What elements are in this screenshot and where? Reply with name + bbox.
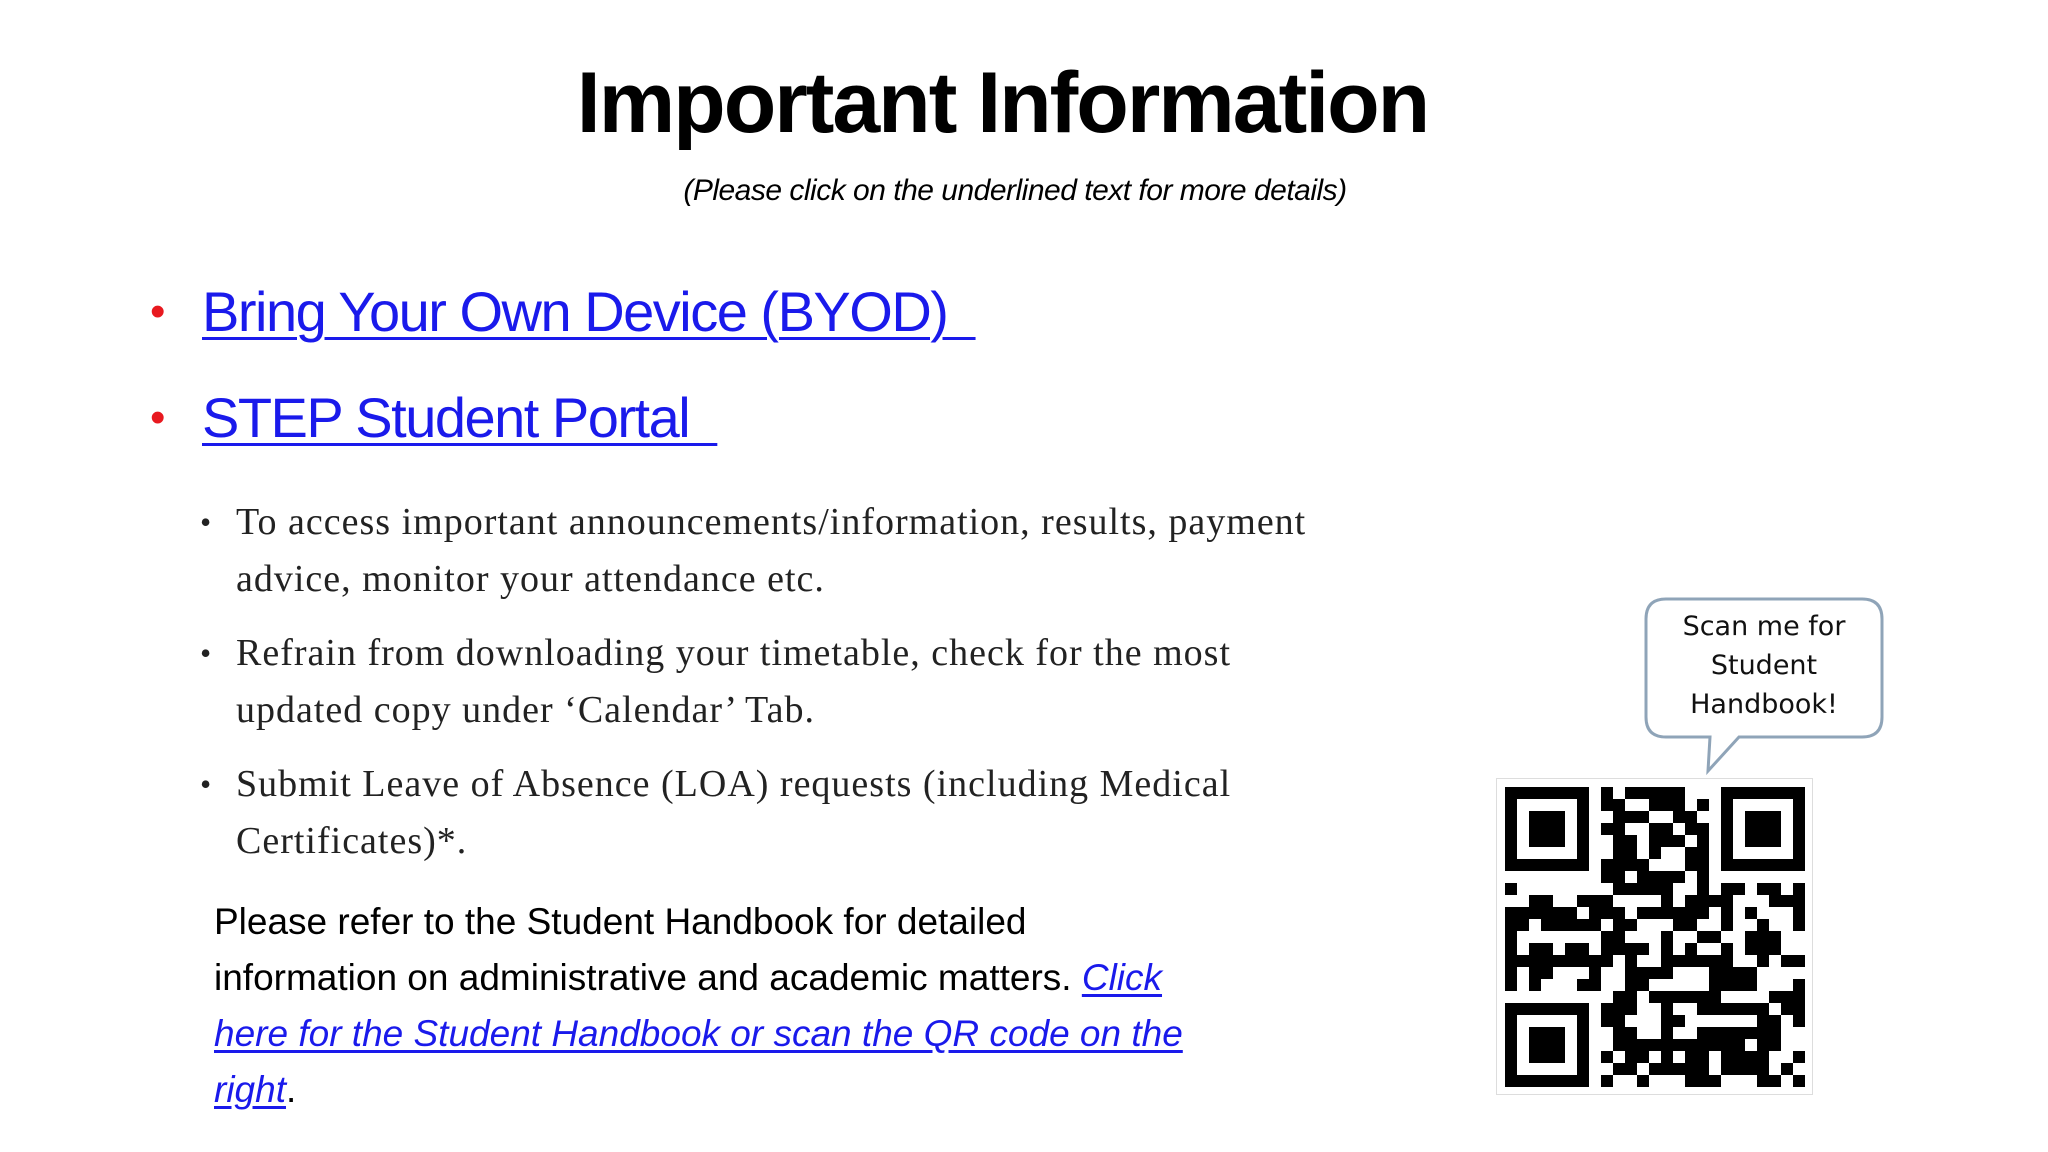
bullet-icon: • — [200, 766, 213, 802]
callout-line: Student — [1710, 650, 1818, 681]
page-title: Important Information — [576, 55, 1429, 151]
list-item-text: To access important announcements/information, results, payment advice, monitor your attendance etc. — [236, 501, 1307, 600]
bullet-icon: • — [200, 635, 213, 671]
callout-line: Scan me for — [1682, 611, 1846, 642]
handbook-note — [214, 894, 1194, 1118]
page-subtitle: (Please click on the underlined text for more details) — [683, 174, 1347, 207]
qr-code-icon[interactable] — [1497, 779, 1812, 1094]
handbook-note-end: . — [285, 1069, 297, 1110]
list-item — [200, 494, 1360, 608]
callout-text — [1644, 607, 1884, 724]
callout-line: Handbook! — [1690, 689, 1838, 720]
list-item-text: Refrain from downloading your timetable, check for the most updated copy under ‘Calendar’ Tab. — [236, 632, 1232, 731]
list-item — [200, 625, 1360, 739]
scan-callout — [1644, 597, 1884, 740]
byod-link[interactable]: Bring Your Own Device (BYOD) — [202, 280, 976, 343]
handbook-note-text: Please refer to the Student Handbook for detailed information on administrative and academic matters. — [214, 901, 1072, 998]
list-item-text: Submit Leave of Absence (LOA) requests (including Medical Certificates)*. — [236, 763, 1232, 862]
list-item — [200, 756, 1360, 870]
byod-item — [150, 280, 976, 343]
qr-code-graphic — [1497, 779, 1812, 1094]
portal-points-list — [200, 494, 1360, 887]
bullet-icon: • — [150, 393, 164, 442]
bullet-icon: • — [200, 504, 213, 540]
step-portal-link[interactable]: STEP Student Portal — [202, 386, 718, 449]
step-portal-item — [150, 386, 718, 449]
bullet-icon: • — [150, 287, 164, 336]
student-handbook-link[interactable]: Click here for the Student Handbook or scan the QR code on the right — [214, 957, 1183, 1110]
